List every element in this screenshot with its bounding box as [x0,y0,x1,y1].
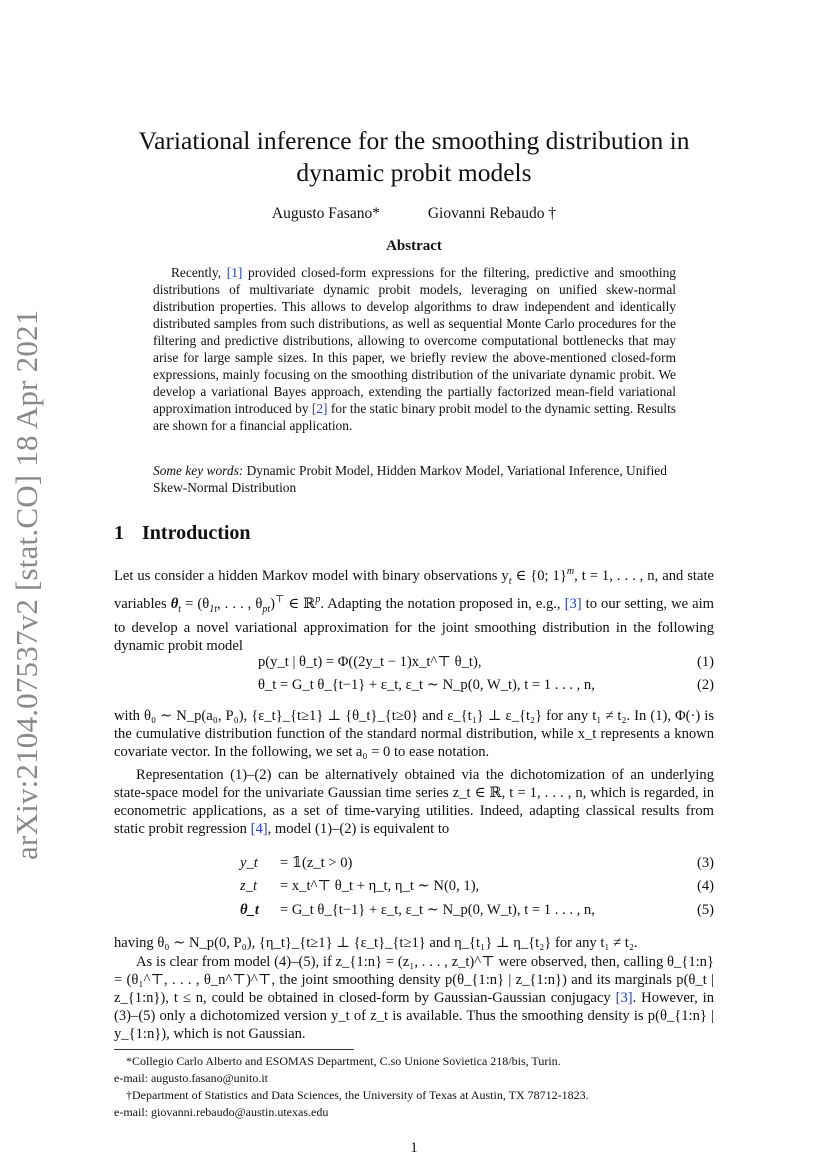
title-line-2: dynamic probit models [296,158,532,187]
paragraph-5 [114,953,714,1043]
p1-e: , . . . , θ [216,595,263,612]
abstract-mid: provided closed-form expressions for the filtering, predictive and smoothing distributions of multivariate dynamic probit models, leveraging on unified skew-normal distribution properties. This allows to develop algorithms to draw independent and identically distributed samples from such distributions, as well as sequential Monte Carlo procedures for the filtering and predictive distributions, allowing to overcome computational bottlenecks that may arise for large sample sizes. In this paper, we briefly review the above-mentioned closed-form expressions, mainly focusing on the smoothing distribution of the univariate dynamic probit. We develop a variational Bayes approach, extending the partially factorized mean-field variational approximation introduced by [153,265,677,416]
p1-d: = (θ [181,595,210,612]
p1-c: , t = 1, . . . , n, and state variables [114,567,714,612]
footnote-1-email: e-mail: augusto.fasano@unito.it [114,1071,269,1085]
p1-f: ) [270,595,275,612]
equation-5-number: (5) [696,902,714,918]
equation-2-body: θ_t = G_t θ_{t−1} + ε_t, ε_t ∼ N_p(0, W_t), t = 1 . . . , n, [258,677,595,693]
abstract-body [153,264,676,434]
abstract-pre: Recently, [171,265,227,280]
abstract-heading: Abstract [386,238,442,254]
equation-3-lhs: y_t [240,855,258,871]
footnote-2 [114,1087,714,1121]
p1-g: ∈ ℝ [284,595,316,612]
p3-a: Representation (1)–(2) can be alternatively obtained via the dichotomization of an underlying state-space model for the univariate Gaussian time series z_t ∈ ℝ, t = 1, . . . , n, which is regarded, in econometric applications, as a set of time-varying utilities. Indeed, adapting classical results from static probit regression [114,767,714,837]
authors [100,205,728,223]
p1-a: Let us consider a hidden Markov model with binary observations y [114,567,509,584]
equation-1-body: p(y_t | θ_t) = Φ((2y_t − 1)x_t^⊤ θ_t), [258,654,482,670]
p1-h: . Adapting the notation proposed in, e.g., [320,595,565,612]
p1-i: to our setting, we aim to develop a novel variational approximation for the joint smoothing distribution in the following dynamic probit model [114,595,715,654]
equation-5-lhs: θ_t [240,902,259,918]
equation-3-number: (3) [696,855,714,871]
equation-3-rhs: = 𝟙(z_t > 0) [280,855,353,871]
section-heading [114,522,251,545]
paragraph-1: Let us consider a hidden Markov model with binary observations $y_t$ ∈ {0; 1}$^m$, t = 1, . . . , n, and state variables $\theta_t = (\theta_{1t}$, . . . , $\theta_{pt})^⊤$ ∈ ℝ$^p$. Adapting the notation proposed in, e.g., [3] to our setting, we aim to develop a novel variational approximation for the joint smoothing distribution in the following dynamic probit model [114,566,715,654]
abstract-post: for the static binary probit model to the dynamic setting. Results are shown for a financial application. [153,401,677,433]
footnote-rule [114,1049,354,1050]
section-number: 1 [114,522,124,544]
equation-1-number: (1) [696,654,714,670]
equation-4-number: (4) [696,878,714,894]
arxiv-stamp [6,309,48,860]
paragraph-4: having θ₀ ∼ N_p(0, P₀), {η_t}_{t≥1} ⊥ {ε_t}_{t≥1} and η_{t₁} ⊥ η_{t₂} for any t₁ ≠ t₂. [114,935,638,951]
author-1: Augusto Fasano* [271,205,380,222]
footnote-1 [114,1053,714,1087]
keywords-label: Some key words: [153,463,244,478]
citation-4[interactable]: [4] [250,821,268,837]
p1-b: ∈ {0; 1} [511,567,567,584]
p5-a: As is clear from model (4)–(5), if z_{1:n} = (z₁, . . . , z_t)^⊤ were observed, then, calling θ_{1:n} = (θ₁^⊤, . . . , θ_n^⊤)^⊤, the joint smoothing density p(θ_{1:n} | z_{1:n}) and its marginals p(θ_t | z_{1:n}), t ≤ n, could be obtained in closed-form by Gaussian-Gaussian conjugacy [114,954,714,1006]
equation-4-lhs: z_t [240,878,258,894]
equation-4-rhs: = x_t^⊤ θ_t + η_t, η_t ∼ N(0, 1), [280,878,480,894]
citation-1[interactable]: [1] [226,265,243,280]
footnote-2-affiliation: †Department of Statistics and Data Sciences, the University of Texas at Austin, TX 78712-1823. [126,1088,589,1102]
page-number: 1 [410,1140,418,1156]
p3-b: , model (1)–(2) is equivalent to [267,821,450,837]
equation-2 [258,674,714,696]
p5-b: . However, in (3)–(5) only a dichotomized version y_t of z_t is available. Thus the smoothing density is p(θ_{1:n} | y_{1:n}), which is not Gaussian. [114,990,714,1042]
footnote-2-email: e-mail: giovanni.rebaudo@austin.utexas.edu [114,1105,329,1119]
footnote-1-affiliation: *Collegio Carlo Alberto and ESOMAS Department, C.so Unione Sovietica 218/bis, Turin. [126,1054,561,1068]
paragraph-3 [114,766,714,838]
citation-5[interactable]: [3] [615,990,633,1006]
equation-5-rhs: = G_t θ_{t−1} + ε_t, ε_t ∼ N_p(0, W_t), t = 1 . . . , n, [280,902,595,918]
section-title: Introduction [142,522,251,544]
keywords [153,462,676,496]
paragraph-2: with θ₀ ∼ N_p(a₀, P₀), {ε_t}_{t≥1} ⊥ {θ_t}_{t≥0} and ε_{t₁} ⊥ ε_{t₂} for any t₁ ≠ t₂. In (1), Φ(·) is the cumulative distribution function of the standard normal distribution, while x_t represents a known covariate vector. In the following, we set a₀ = 0 to ease notation. [114,708,714,760]
paper-title [100,125,728,189]
title-line-1: Variational inference for the smoothing distribution in [138,126,690,155]
citation-3[interactable]: [3] [564,595,582,612]
author-2: Giovanni Rebaudo † [427,205,557,222]
equation-2-number: (2) [696,677,714,693]
arxiv-stamp-text: arXiv:2104.07537v2 [stat.CO] 18 Apr 2021 [9,309,44,860]
equation-1 [258,651,714,673]
citation-2[interactable]: [2] [311,401,328,416]
keywords-text: Dynamic Probit Model, Hidden Markov Model, Variational Inference, Unified Skew-Normal Distribution [153,463,667,495]
